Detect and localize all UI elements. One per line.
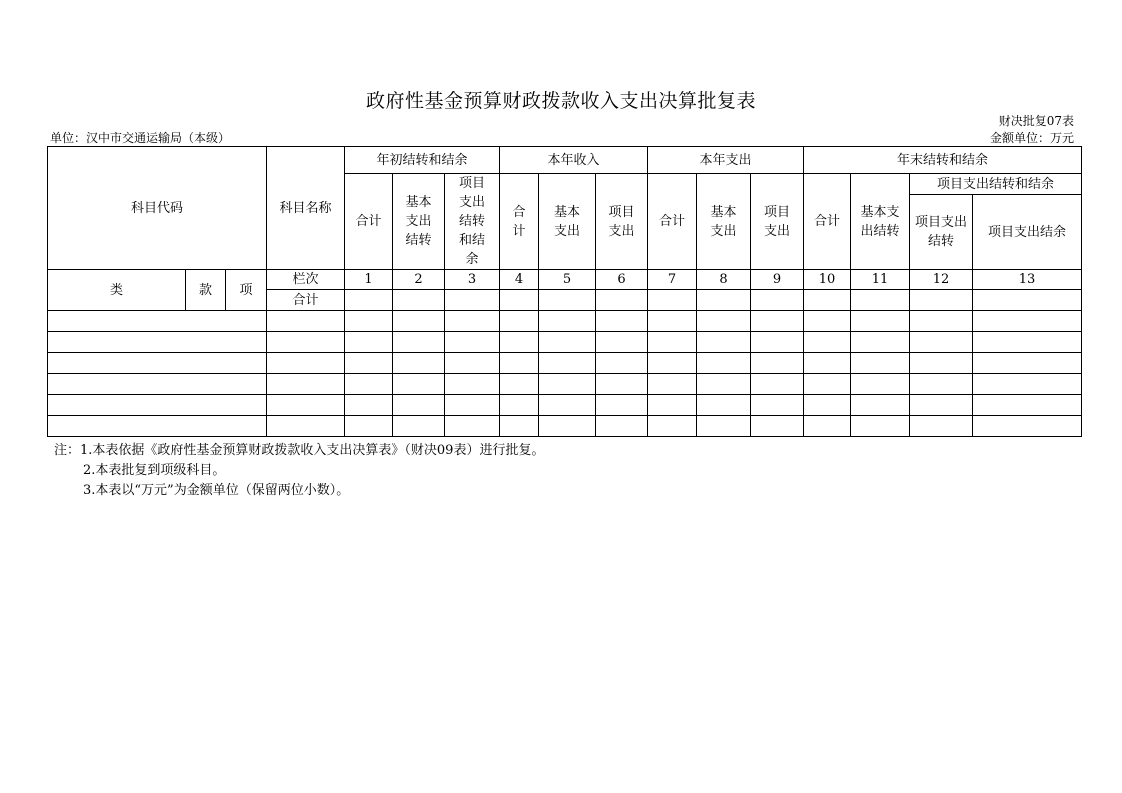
table-cell: [851, 290, 910, 311]
table-cell: [345, 332, 393, 353]
table-row: [48, 353, 1082, 374]
table-cell: [973, 395, 1082, 416]
table-cell: [267, 353, 345, 374]
item-header: 项: [226, 270, 267, 311]
table-cell: [500, 332, 539, 353]
table-cell: [804, 416, 851, 437]
table-cell: [804, 374, 851, 395]
table-cell: [500, 395, 539, 416]
table-cell: [345, 374, 393, 395]
table-row: [48, 311, 1082, 332]
class-header: 类: [48, 270, 186, 311]
table-cell: [910, 353, 973, 374]
table-cell: [445, 332, 500, 353]
table-cell: [851, 416, 910, 437]
col-total-end: 合计: [804, 174, 851, 270]
col-total-income: 合计: [500, 174, 539, 270]
table-cell: [48, 353, 267, 374]
table-cell: [804, 353, 851, 374]
table-cell: [804, 290, 851, 311]
section-header: 款: [186, 270, 226, 311]
column-number: 4: [500, 270, 539, 290]
table-cell: [596, 353, 648, 374]
table-cell: [751, 395, 804, 416]
table-cell: [648, 374, 697, 395]
table-cell: [393, 311, 445, 332]
table-cell: [500, 311, 539, 332]
column-number: 7: [648, 270, 697, 290]
table-cell: [751, 311, 804, 332]
table-cell: [697, 353, 751, 374]
table-cell: [973, 353, 1082, 374]
column-number: 6: [596, 270, 648, 290]
table-cell: [445, 290, 500, 311]
col-project-expense: 项目支出: [751, 174, 804, 270]
table-cell: [751, 332, 804, 353]
page-title: 政府性基金预算财政拨款收入支出决算批复表: [365, 90, 756, 112]
col-basic-carry-end: 基本支出结转: [851, 174, 910, 270]
table-cell: [697, 311, 751, 332]
column-number: 10: [804, 270, 851, 290]
table-cell: [697, 416, 751, 437]
table-cell: [393, 290, 445, 311]
table-cell: [751, 353, 804, 374]
table-cell: [804, 311, 851, 332]
table-cell: [596, 332, 648, 353]
table-cell: [539, 395, 596, 416]
table-cell: [851, 332, 910, 353]
table-cell: [267, 311, 345, 332]
col-basic-carry-begin: 基本支出结转: [393, 174, 445, 270]
column-number: 1: [345, 270, 393, 290]
reporting-unit: 单位：汉中市交通运输局（本级）: [50, 131, 231, 145]
table-cell: [267, 332, 345, 353]
table-cell: [973, 311, 1082, 332]
table-cell: [267, 395, 345, 416]
group-project-end-header: 项目支出结转和结余: [910, 174, 1082, 195]
form-code: 财决批复07表: [998, 114, 1074, 128]
col-project-carry-begin: 项目支出结转和结余: [445, 174, 500, 270]
col-project-income: 项目支出: [596, 174, 648, 270]
table-cell: [445, 353, 500, 374]
table-cell: [393, 395, 445, 416]
note-line: 2.本表批复到项级科目。: [83, 463, 226, 478]
table-cell: [267, 374, 345, 395]
table-cell: [539, 311, 596, 332]
table-cell: [910, 311, 973, 332]
col-total-begin: 合计: [345, 174, 393, 270]
table-cell: [804, 395, 851, 416]
table-cell: [445, 311, 500, 332]
table-cell: [345, 395, 393, 416]
column-number: 3: [445, 270, 500, 290]
table-cell: [973, 416, 1082, 437]
group-expense-header: 本年支出: [648, 147, 804, 174]
table-cell: [345, 290, 393, 311]
approval-table: [47, 146, 1082, 437]
table-cell: [445, 395, 500, 416]
subject-name-header: 科目名称: [267, 147, 345, 270]
col-basic-expense: 基本支出: [697, 174, 751, 270]
table-cell: [539, 332, 596, 353]
table-cell: [445, 416, 500, 437]
table-cell: [393, 353, 445, 374]
table-cell: [973, 290, 1082, 311]
table-cell: [539, 416, 596, 437]
note-line: 3.本表以“万元”为金额单位（保留两位小数）。: [83, 483, 350, 498]
table-cell: [445, 374, 500, 395]
table-cell: [393, 374, 445, 395]
table-cell: [48, 332, 267, 353]
table-cell: [539, 290, 596, 311]
col-project-carry-end: 项目支出结转: [910, 195, 973, 270]
table-row: [48, 374, 1082, 395]
column-number: 5: [539, 270, 596, 290]
table-cell: [697, 290, 751, 311]
table-cell: [851, 311, 910, 332]
table-cell: [393, 416, 445, 437]
table-cell: [48, 374, 267, 395]
table-cell: [596, 290, 648, 311]
table-cell: [910, 374, 973, 395]
table-cell: [500, 416, 539, 437]
table-cell: [539, 353, 596, 374]
table-cell: [500, 290, 539, 311]
table-cell: [500, 353, 539, 374]
table-cell: [851, 374, 910, 395]
table-cell: [48, 311, 267, 332]
col-project-balance-end: 项目支出结余: [973, 195, 1082, 270]
table-cell: [648, 311, 697, 332]
table-cell: [48, 395, 267, 416]
table-cell: [345, 416, 393, 437]
table-cell: [697, 332, 751, 353]
table-cell: [851, 395, 910, 416]
column-number: 12: [910, 270, 973, 290]
table-row: [48, 416, 1082, 437]
table-cell: [393, 332, 445, 353]
total-row-label: 合计: [267, 290, 345, 311]
table-cell: [596, 374, 648, 395]
table-cell: [648, 416, 697, 437]
table-row: [48, 395, 1082, 416]
table-cell: [851, 353, 910, 374]
table-row: [48, 332, 1082, 353]
table-cell: [596, 416, 648, 437]
table-cell: [751, 416, 804, 437]
group-end-header: 年末结转和结余: [804, 147, 1082, 174]
column-number: 8: [697, 270, 751, 290]
table-cell: [973, 374, 1082, 395]
table-cell: [345, 311, 393, 332]
col-basic-income: 基本支出: [539, 174, 596, 270]
column-number: 11: [851, 270, 910, 290]
table-cell: [973, 332, 1082, 353]
table-cell: [648, 290, 697, 311]
table-cell: [751, 290, 804, 311]
table-cell: [648, 332, 697, 353]
table-cell: [648, 353, 697, 374]
column-number: 13: [973, 270, 1082, 290]
group-begin-header: 年初结转和结余: [345, 147, 500, 174]
table-cell: [910, 290, 973, 311]
table-cell: [751, 374, 804, 395]
table-cell: [648, 395, 697, 416]
table-cell: [910, 332, 973, 353]
table-cell: [804, 332, 851, 353]
table-cell: [596, 395, 648, 416]
table-cell: [910, 395, 973, 416]
table-cell: [539, 374, 596, 395]
table-cell: [267, 416, 345, 437]
table-cell: [48, 416, 267, 437]
column-number: 2: [393, 270, 445, 290]
table-cell: [910, 416, 973, 437]
table-cell: [345, 353, 393, 374]
table-cell: [697, 395, 751, 416]
table-cell: [596, 311, 648, 332]
column-number: 9: [751, 270, 804, 290]
table-cell: [500, 374, 539, 395]
note-line: 注：1.本表依据《政府性基金预算财政拨款收入支出决算表》（财决09表）进行批复。: [54, 443, 545, 458]
subject-code-header: 科目代码: [48, 147, 267, 270]
column-index-label: 栏次: [267, 270, 345, 290]
group-income-header: 本年收入: [500, 147, 648, 174]
table-cell: [697, 374, 751, 395]
col-total-expense: 合计: [648, 174, 697, 270]
amount-unit: 金额单位：万元: [989, 131, 1074, 145]
notes: [54, 441, 544, 501]
